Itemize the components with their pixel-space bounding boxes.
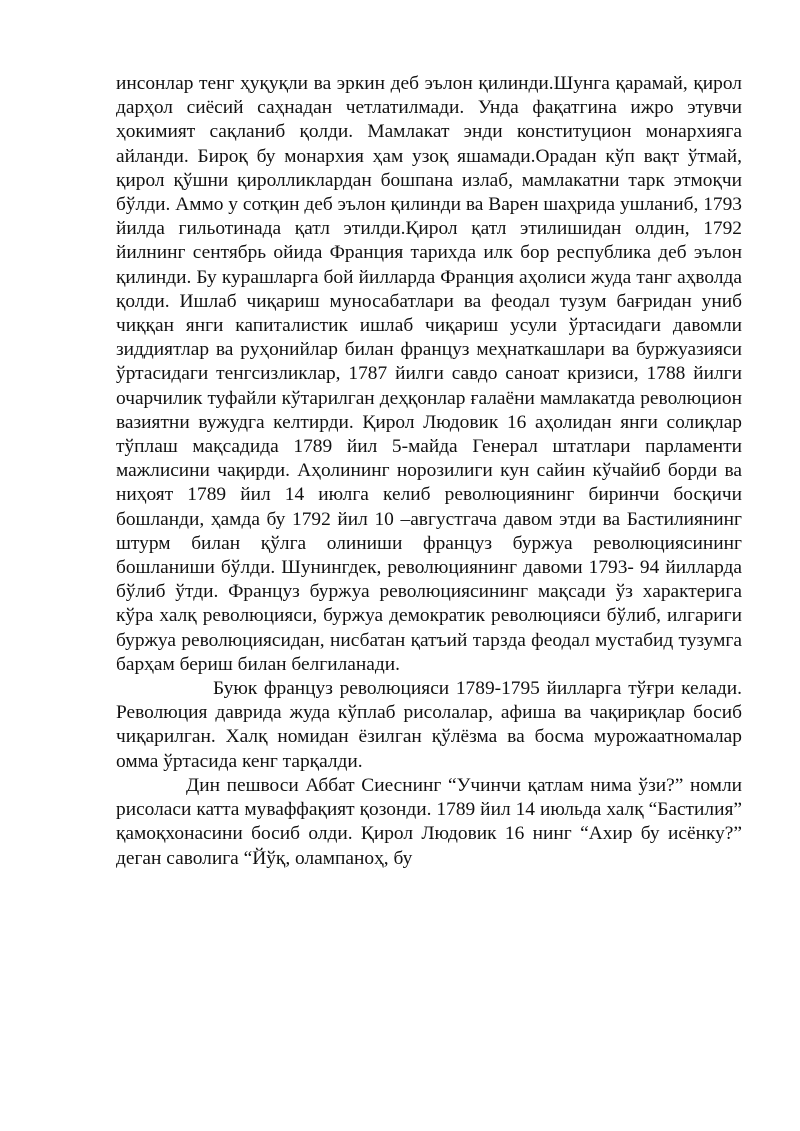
body-paragraph-3: Дин пешвоси Аббат Сиеснинг “Учинчи қатлам нима ўзи?” номли рисоласи катта муваффақият қозонди. 1789 йил 14 июльда халқ “Бастилия” қамоқхонасини босиб олди. Қирол Людовик 16 нинг “Ахир бу исёнку?” деган саволига “Йўқ, олампаноҳ, бу — [116, 774, 742, 869]
document-page — [116, 72, 742, 871]
body-paragraph-1: инсонлар тенг ҳуқуқли ва эркин деб эълон қилинди.Шунга қарамай, қирол дарҳол сиёсий саҳнадан четлатилмади. Унда фақатгина ижро этувчи ҳокимият сақланиб қолди. Мамлакат энди конституцион монархияга айланди. Бироқ бу монархия ҳам узоқ яшамади.Орадан кўп вақт ўтмай, қирол қўшни қиролликлардан бошпана излаб, мамлакатни тарк этмоқчи бўлди. Аммо у сотқин деб эълон қилинди ва Варен шаҳрида ушланиб, 1793 йилда гильотинада қатл этилди.Қирол қатл этилишидан олдин, 1792 йилнинг сентябрь ойида Франция тарихда илк бор республика деб эълон қилинди. Бу курашларга бой йилларда Франция аҳолиси жуда танг аҳволда қолди. Ишлаб чиқариш муносабатлари ва феодал тузум бағридан униб чиққан янги капиталистик ишлаб чиқариш усули ўртасидаги давомли зиддиятлар ва руҳонийлар билан француз меҳнаткашлари ва буржуазияси ўртасидаги тенгсизликлар, 1787 йилги савдо саноат кризиси, 1788 йилги очарчилик туфайли кўтарилган деҳқонлар ғалаёни мамлакатда революцион вазиятни вужудга келтирди. Қирол Людовик 16 аҳолидан янги солиқлар тўплаш мақсадида 1789 йил 5-майда Генерал штатлари парламенти мажлисини чақирди. Аҳолининг норозилиги кун сайин кўчайиб борди ва ниҳоят 1789 йил 14 июлга келиб революциянинг биринчи босқичи бошланди, ҳамда бу 1792 йил 10 –августгача давом этди ва Бастилиянинг штурм билан қўлга олиниши француз буржуа революциясининг бошланиши бўлди. Шунингдек, революциянинг давоми 1793- 94 йилларда бўлиб ўтди. Француз буржуа революциясининг мақсади ўз характерига кўра халқ революцияси, буржуа демократик революцияси бўлиб, илгариги буржуа революциясидан, нисбатан қатъий тарзда феодал мустабид тузумга барҳам бериш билан белгиланади. — [116, 73, 742, 675]
body-paragraph-2: Буюк француз революцияси 1789-1795 йилларга тўғри келади. Революция даврида жуда кўплаб рисолалар, афиша ва чақириқлар босиб чиқарилган. Халқ номидан ёзилган қўлёзма ва босма мурожаатномалар омма ўртасида кенг тарқалди. — [116, 678, 742, 772]
